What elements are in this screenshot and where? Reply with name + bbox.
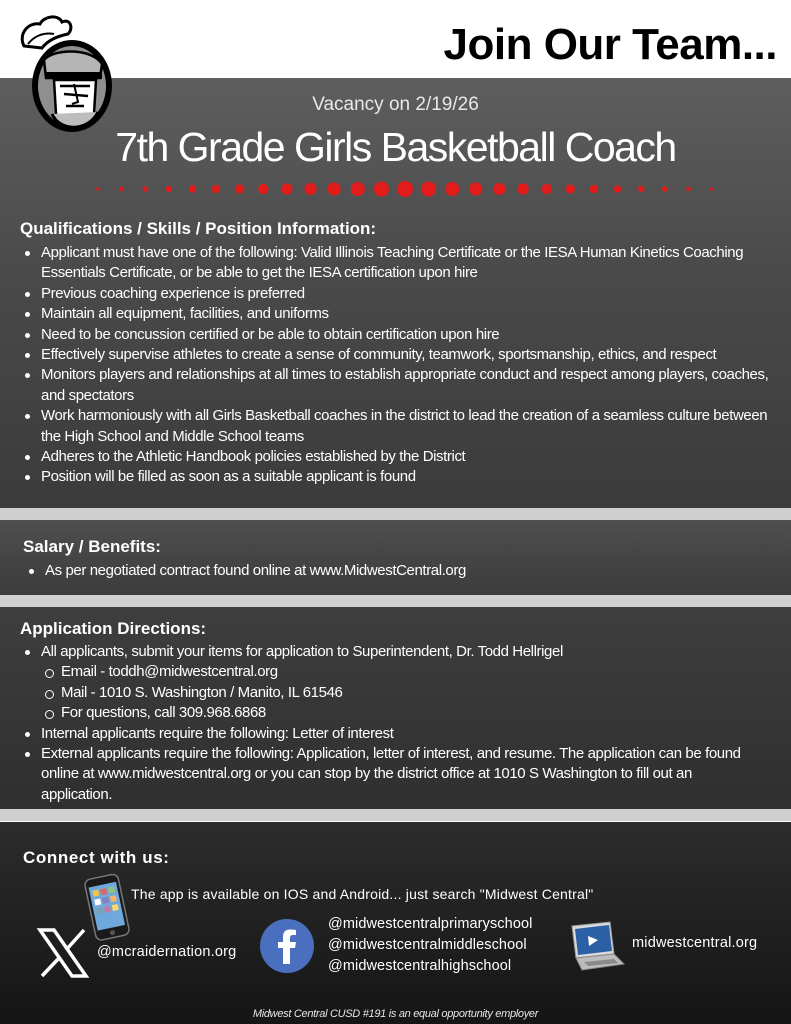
divider-dot bbox=[258, 184, 268, 194]
list-item: All applicants, submit your items for application to Superintendent, Dr. Todd Hellrigel bbox=[20, 642, 766, 662]
qualifications-heading: Qualifications / Skills / Position Information: bbox=[20, 219, 377, 238]
list-item: Effectively supervise athletes to create a sense of community, teamwork, sportsmanship, ethics, and respect bbox=[20, 345, 778, 365]
divider-dot bbox=[142, 186, 148, 192]
divider-dot bbox=[517, 183, 528, 194]
divider-dot bbox=[281, 183, 292, 194]
divider-dot bbox=[235, 184, 244, 193]
application-heading: Application Directions: bbox=[20, 619, 207, 638]
vacancy-date: Vacancy on 2/19/26 bbox=[312, 94, 479, 115]
facebook-icon[interactable] bbox=[259, 918, 315, 974]
salary-heading: Salary / Benefits: bbox=[23, 537, 161, 556]
x-logo-icon[interactable] bbox=[36, 926, 90, 980]
divider-dot bbox=[166, 186, 172, 192]
knight-helmet-mascot-icon bbox=[14, 14, 114, 136]
divider-dot bbox=[445, 182, 459, 196]
facebook-handle-primary[interactable]: @midwestcentralprimaryschool bbox=[328, 916, 533, 932]
divider-dot bbox=[328, 182, 341, 195]
divider-dot bbox=[469, 182, 482, 195]
list-item: Position will be filled as soon as a suitable applicant is found bbox=[20, 467, 778, 487]
divider-dot bbox=[421, 181, 436, 196]
divider-dot bbox=[189, 185, 196, 192]
divider-dot bbox=[493, 183, 505, 195]
divider-dot bbox=[397, 181, 413, 197]
facebook-handle-high[interactable]: @midwestcentralhighschool bbox=[328, 958, 512, 974]
list-item: External applicants require the following: Application, letter of interest, and resume. The application can be found online at www.midwestcentral.org or you can stop by the district office at 1010 S Washington to fill out an application. bbox=[20, 744, 766, 805]
list-item: Maintain all equipment, facilities, and uniforms bbox=[20, 304, 778, 324]
page-title: Join Our Team... bbox=[443, 20, 777, 69]
contact-mail: Mail - 1010 S. Washington / Manito, IL 61546 bbox=[20, 683, 766, 703]
website-link[interactable]: midwestcentral.org bbox=[632, 935, 758, 951]
facebook-handle-middle[interactable]: @midwestcentralmiddleschool bbox=[328, 937, 527, 953]
facebook-handles bbox=[328, 914, 532, 977]
application-list bbox=[20, 642, 766, 805]
red-dot-divider bbox=[90, 176, 720, 202]
divider-dot bbox=[566, 184, 575, 193]
divider-dot bbox=[686, 187, 691, 192]
list-item: Work harmoniously with all Girls Basketball coaches in the district to lead the creation of a seamless culture between the High School and Middle School teams bbox=[20, 406, 778, 447]
section-divider bbox=[0, 595, 791, 607]
divider-dot bbox=[662, 186, 668, 192]
divider-dot bbox=[96, 187, 100, 191]
divider-dot bbox=[374, 181, 389, 196]
equal-opportunity-statement: Midwest Central CUSD #191 is an equal opportunity employer bbox=[252, 1008, 539, 1020]
divider-dot bbox=[710, 187, 714, 191]
divider-dot bbox=[119, 187, 124, 192]
twitter-handle[interactable]: @mcraidernation.org bbox=[97, 944, 237, 960]
app-availability-text: The app is available on IOS and Android... just search "Midwest Central" bbox=[131, 886, 594, 902]
job-title: 7th Grade Girls Basketball Coach bbox=[115, 124, 676, 170]
list-item: Adheres to the Athletic Handbook policies established by the District bbox=[20, 447, 778, 467]
laptop-icon bbox=[564, 920, 626, 972]
salary-list bbox=[24, 561, 764, 581]
qualifications-list bbox=[20, 243, 778, 488]
divider-dot bbox=[212, 185, 220, 193]
divider-dot bbox=[590, 185, 598, 193]
list-item: As per negotiated contract found online at www.MidwestCentral.org bbox=[24, 561, 764, 581]
divider-dot bbox=[614, 185, 621, 192]
section-divider bbox=[0, 508, 791, 520]
contact-email: Email - toddh@midwestcentral.org bbox=[20, 662, 766, 682]
divider-dot bbox=[542, 184, 552, 194]
list-item: Applicant must have one of the following: Valid Illinois Teaching Certificate or the IESA Human Kinetics Coaching Essentials Certificate, or be able to get the IESA certification upon hire bbox=[20, 243, 778, 284]
list-item: Monitors players and relationships at all times to establish appropriate conduct and respect among players, coaches, and spectators bbox=[20, 365, 778, 406]
section-divider bbox=[0, 809, 791, 821]
list-item: Internal applicants require the following: Letter of interest bbox=[20, 724, 766, 744]
connect-heading: Connect with us: bbox=[23, 848, 170, 867]
list-item: Previous coaching experience is preferred bbox=[20, 284, 778, 304]
salary-panel bbox=[0, 520, 791, 595]
contact-phone: For questions, call 309.968.6868 bbox=[20, 703, 766, 723]
divider-dot bbox=[351, 182, 365, 196]
divider-dot bbox=[304, 183, 316, 195]
divider-dot bbox=[638, 186, 644, 192]
list-item: Need to be concussion certified or be able to obtain certification upon hire bbox=[20, 325, 778, 345]
